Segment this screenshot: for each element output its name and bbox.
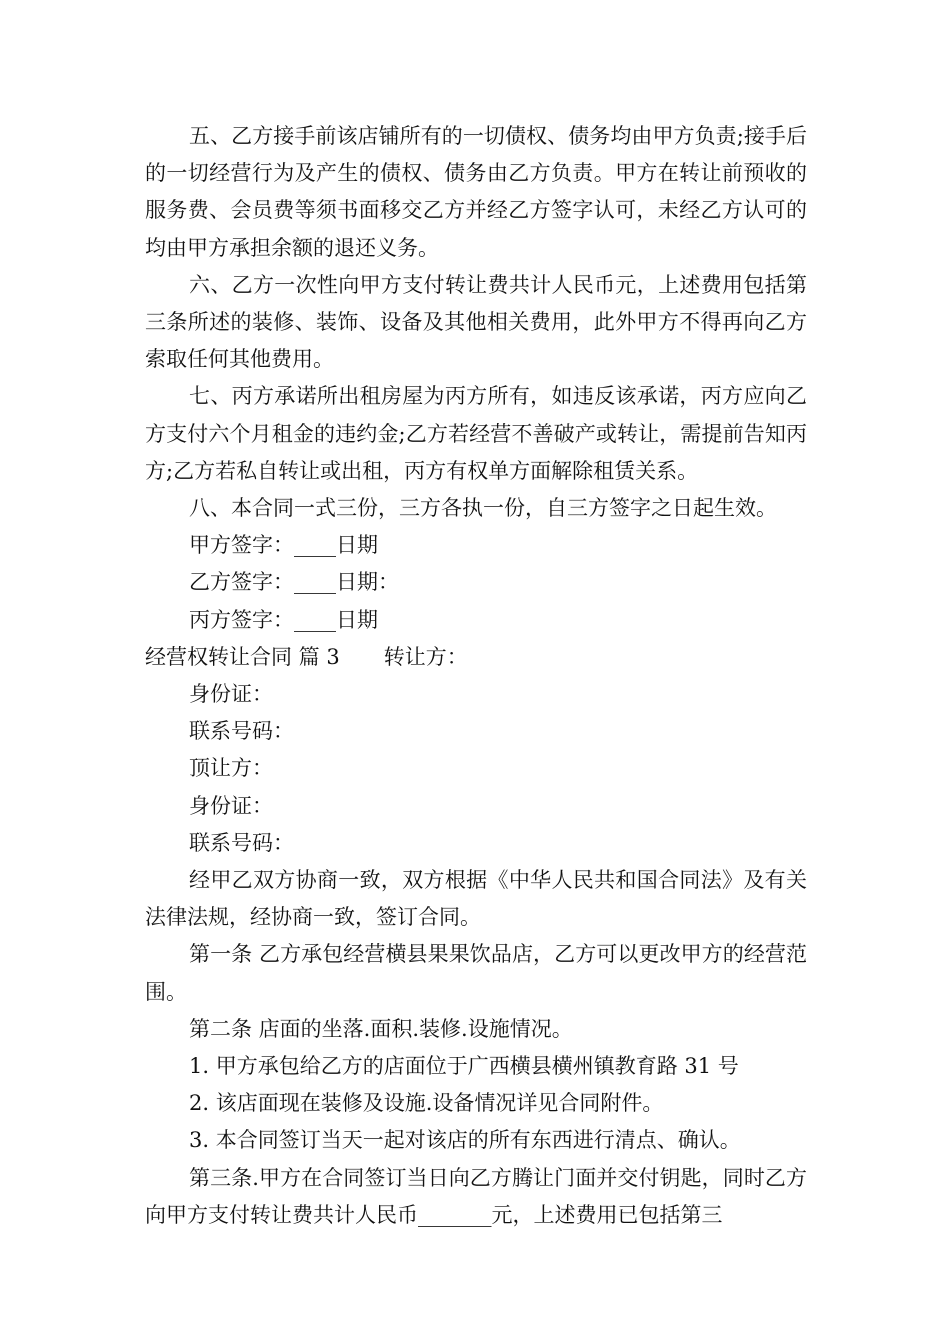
section-title: 经营权转让合同 篇 3 <box>145 644 340 669</box>
article-1: 第一条 乙方承包经营横县果果饮品店，乙方可以更改甲方的经营范围。 <box>145 942 807 1004</box>
field-phone-transferor: 联系号码： <box>189 719 294 744</box>
section-party-label: 转让方： <box>383 644 468 669</box>
preamble-paragraph: 经甲乙双方协商一致，双方根据《中华人民共和国合同法》及有关法律法规，经协商一致，签订合同。 <box>145 868 807 930</box>
field-transferee: 顶让方： <box>189 756 273 781</box>
field-phone-transferee: 联系号码： <box>189 830 294 855</box>
field-id-card-transferor: 身份证： <box>189 682 273 707</box>
clause-5: 五、乙方接手前该店铺所有的一切债权、债务均由甲方负责;接手后的一切经营行为及产生的债权、债务由乙方负责。甲方在转让前预收的服务费、会员费等须书面移交乙方并经乙方签字认可，未经乙方认可的均由甲方承担余额的退还义务。 <box>145 124 807 260</box>
signature-party-b: 乙方签字：____日期： <box>189 570 399 595</box>
clause-8: 八、本合同一式三份，三方各执一份，自三方签字之日起生效。 <box>189 496 777 521</box>
signature-party-a: 甲方签字：____日期 <box>189 533 378 558</box>
clause-6: 六、乙方一次性向甲方支付转让费共计人民币元，上述费用包括第三条所述的装修、装饰、设备及其他相关费用，此外甲方不得再向乙方索取任何其他费用。 <box>145 272 807 372</box>
article-2-item-2: 2. 该店面现在装修及设施.设备情况详见合同附件。 <box>189 1091 664 1116</box>
article-2: 第二条 店面的坐落.面积.装修.设施情况。 <box>189 1016 573 1041</box>
article-2-item-3: 3. 本合同签订当天一起对该店的所有东西进行清点、确认。 <box>189 1128 741 1153</box>
clause-7: 七、丙方承诺所出租房屋为丙方所有，如违反该承诺，丙方应向乙方支付六个月租金的违约金;乙方若经营不善破产或转让，需提前告知丙方;乙方若私自转让或出租，丙方有权单方面解除租赁关系。 <box>145 384 807 483</box>
article-3: 第三条.甲方在合同签订当日向乙方腾让门面并交付钥匙，同时乙方向甲方支付转让费共计人民币_______元，上述费用已包括第三 <box>145 1165 807 1227</box>
field-id-card-transferee: 身份证： <box>189 793 273 818</box>
section-heading <box>145 639 807 676</box>
article-2-item-1: 1. 甲方承包给乙方的店面位于广西横县横州镇教育路 31 号 <box>189 1054 739 1079</box>
signature-party-c: 丙方签字：____日期 <box>189 607 378 632</box>
document-body <box>145 118 807 1234</box>
